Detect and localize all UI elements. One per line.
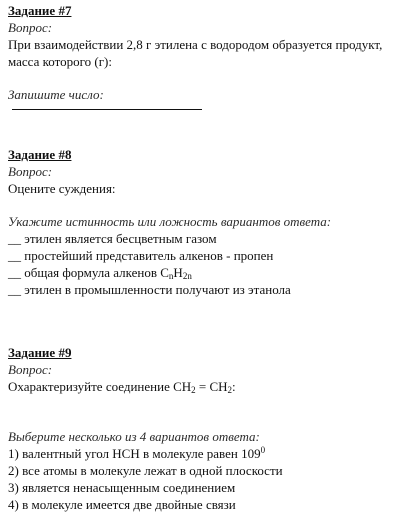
task-9-option-4[interactable]: 4) в молекуле имеется две двойные связи	[8, 497, 236, 512]
task-9-question	[8, 378, 406, 395]
task-9-title: Задание #9	[8, 345, 72, 360]
task-8-item-3[interactable]	[8, 264, 406, 281]
task-8-formula-subscript-n: n	[168, 271, 174, 281]
task-7-answer-field[interactable]	[12, 109, 202, 110]
task-9-question-post: :	[232, 379, 236, 394]
task-9-question-mid: = CH	[195, 379, 228, 394]
task-9-question-pre: Охарактеризуйте соединение CH	[8, 379, 192, 394]
task-7-question-label: Вопрос:	[8, 20, 53, 35]
task-7-question-line-1: При взаимодействии 2,8 г этилена с водородом образуется продукт,	[8, 37, 383, 52]
task-8-question: Оцените суждения:	[8, 181, 116, 196]
task-8-instruction: Укажите истинность или ложность вариантов ответа:	[8, 214, 332, 229]
task-9-option-1-degree: 0	[260, 445, 266, 455]
task-9-instruction: Выберите несколько из 4 вариантов ответа:	[8, 429, 260, 444]
task-8-formula-subscript-2n: 2n	[182, 271, 192, 281]
task-8-item-4[interactable]: __ этилен в промышленности получают из этанола	[8, 282, 291, 297]
task-7-question-line-2: масса которого (г):	[8, 54, 112, 69]
task-9-question-sub-2: 2	[227, 385, 233, 395]
task-7-title: Задание #7	[8, 3, 72, 18]
task-7	[8, 2, 406, 110]
task-9-question-sub-1: 2	[191, 385, 196, 395]
task-7-instruction: Запишите число:	[8, 87, 104, 102]
task-8-title: Задание #8	[8, 147, 72, 162]
task-9-option-1-text: 1) валентный угол HCH в молекуле равен 109	[8, 446, 261, 461]
task-8-item-3-text: __ общая формула алкенов C	[8, 265, 169, 280]
task-8-item-2[interactable]: __ простейший представитель алкенов - пропен	[8, 248, 274, 263]
task-9-option-1[interactable]	[8, 445, 406, 462]
task-8-question-label: Вопрос:	[8, 164, 53, 179]
task-8-item-1[interactable]: __ этилен является бесцветным газом	[8, 231, 217, 246]
task-8-formula-h: H	[173, 265, 183, 280]
task-9-option-3[interactable]: 3) является ненасыщенным соединением	[8, 480, 236, 495]
task-9-question-label: Вопрос:	[8, 362, 53, 377]
task-9	[8, 344, 406, 513]
task-8	[8, 146, 406, 298]
task-9-option-2[interactable]: 2) все атомы в молекуле лежат в одной плоскости	[8, 463, 283, 478]
